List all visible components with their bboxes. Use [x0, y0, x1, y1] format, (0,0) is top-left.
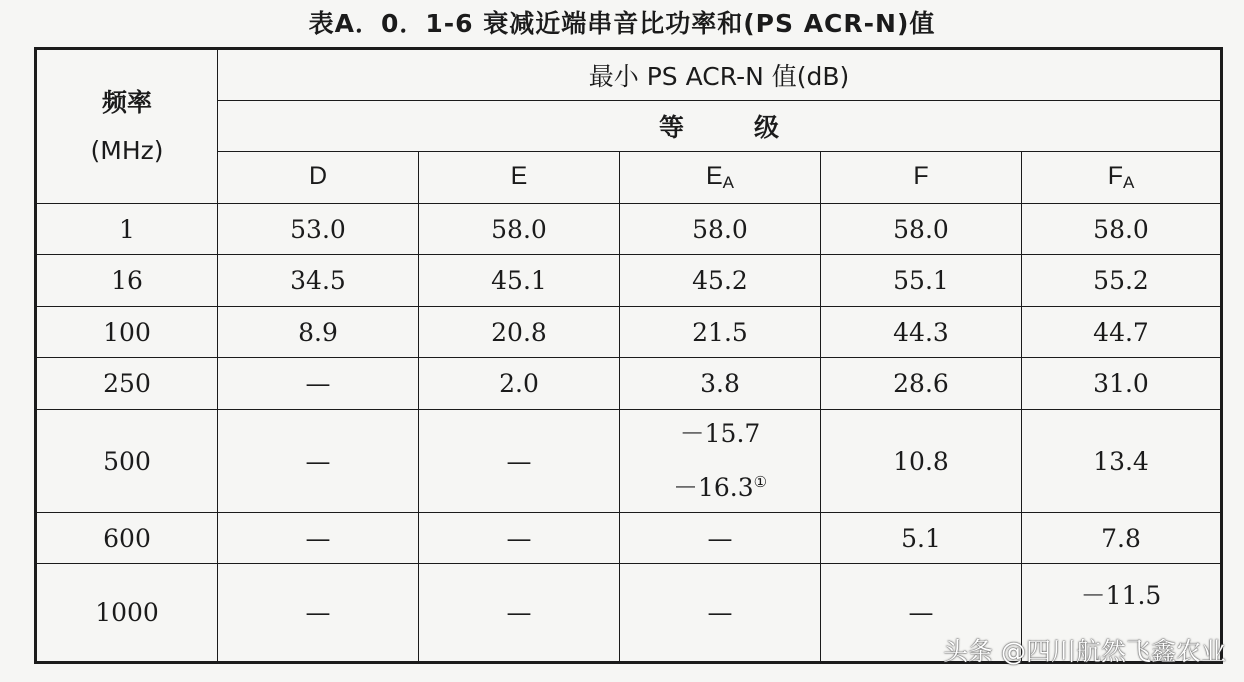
value-cell-d: 34.5	[218, 255, 419, 307]
value-cell-ea: 45.2	[620, 255, 821, 307]
value-cell-fa: 58.0	[1022, 204, 1222, 255]
value-cell-e: —	[419, 513, 620, 564]
value-cell-f: 44.3	[821, 307, 1022, 358]
value-cell-d: —	[218, 564, 419, 663]
value-cell-d: —	[218, 410, 419, 513]
value-cell-ea: 3.8	[620, 358, 821, 410]
table-row	[36, 255, 1222, 307]
footnote-mark: ①	[753, 473, 768, 491]
table-row	[36, 204, 1222, 255]
table-row	[36, 513, 1222, 564]
grade-d: D	[218, 152, 419, 204]
freq-cell: 500	[36, 410, 218, 513]
frequency-unit: (MHz)	[90, 135, 164, 165]
grade-f: F	[821, 152, 1022, 204]
value-cell-ea: 21.5	[620, 307, 821, 358]
value-cell-e: 2.0	[419, 358, 620, 410]
value-cell-f: 28.6	[821, 358, 1022, 410]
value-line-footnoted: －16.3①	[672, 473, 768, 502]
freq-cell: 16	[36, 255, 218, 307]
value-cell-d: 8.9	[218, 307, 419, 358]
frequency-label: 频率	[101, 87, 152, 117]
value-cell-d: 53.0	[218, 204, 419, 255]
grade-fa: $F_A$	[1022, 152, 1222, 204]
freq-cell: 250	[36, 358, 218, 410]
value-cell-f: 5.1	[821, 513, 1022, 564]
value-cell-fa: 44.7	[1022, 307, 1222, 358]
watermark: 头条 @四川航然飞鑫农业	[943, 637, 1226, 666]
value-cell-ea: —	[620, 564, 821, 663]
value-cell-d: —	[218, 513, 419, 564]
table-row	[36, 410, 1222, 513]
value-cell-fa: －11.5	[1022, 564, 1222, 663]
grade-header-char-2: 级	[754, 113, 780, 142]
value-cell-f: 58.0	[821, 204, 1022, 255]
value-cell-e: —	[419, 564, 620, 663]
grade-e: E	[419, 152, 620, 204]
value-line: －15.7	[679, 419, 761, 448]
value-cell-fa: 55.2	[1022, 255, 1222, 307]
grade-header-char-1: 等	[658, 113, 684, 142]
value-cell-ea: 58.0	[620, 204, 821, 255]
value-cell-f: 55.1	[821, 255, 1022, 307]
min-ps-acr-n-header: 最小 PS ACR-N 值(dB)	[218, 49, 1222, 101]
value-cell-fa: 13.4	[1022, 410, 1222, 513]
value-cell-e: —	[419, 410, 620, 513]
value-cell-f: —	[821, 564, 1022, 663]
table-row	[36, 358, 1222, 410]
table-title: 表A．0．1-6 衰减近端串音比功率和(PS ACR-N)值	[308, 9, 936, 38]
value-cell-ea: —	[620, 513, 821, 564]
freq-cell: 600	[36, 513, 218, 564]
grade-ea: $E_A$	[620, 152, 821, 204]
value-cell-e: 20.8	[419, 307, 620, 358]
value-cell-fa: 7.8	[1022, 513, 1222, 564]
freq-cell: 1	[36, 204, 218, 255]
table-row	[36, 307, 1222, 358]
freq-cell: 100	[36, 307, 218, 358]
grade-header	[218, 101, 1222, 152]
freq-cell: 1000	[36, 564, 218, 663]
value-cell-ea	[620, 410, 821, 513]
frequency-header	[36, 49, 218, 204]
ps-acr-n-table	[34, 47, 1223, 664]
value-cell-f: 10.8	[821, 410, 1022, 513]
value-cell-d: —	[218, 358, 419, 410]
value-cell-fa: 31.0	[1022, 358, 1222, 410]
value-cell-e: 58.0	[419, 204, 620, 255]
value-cell-e: 45.1	[419, 255, 620, 307]
